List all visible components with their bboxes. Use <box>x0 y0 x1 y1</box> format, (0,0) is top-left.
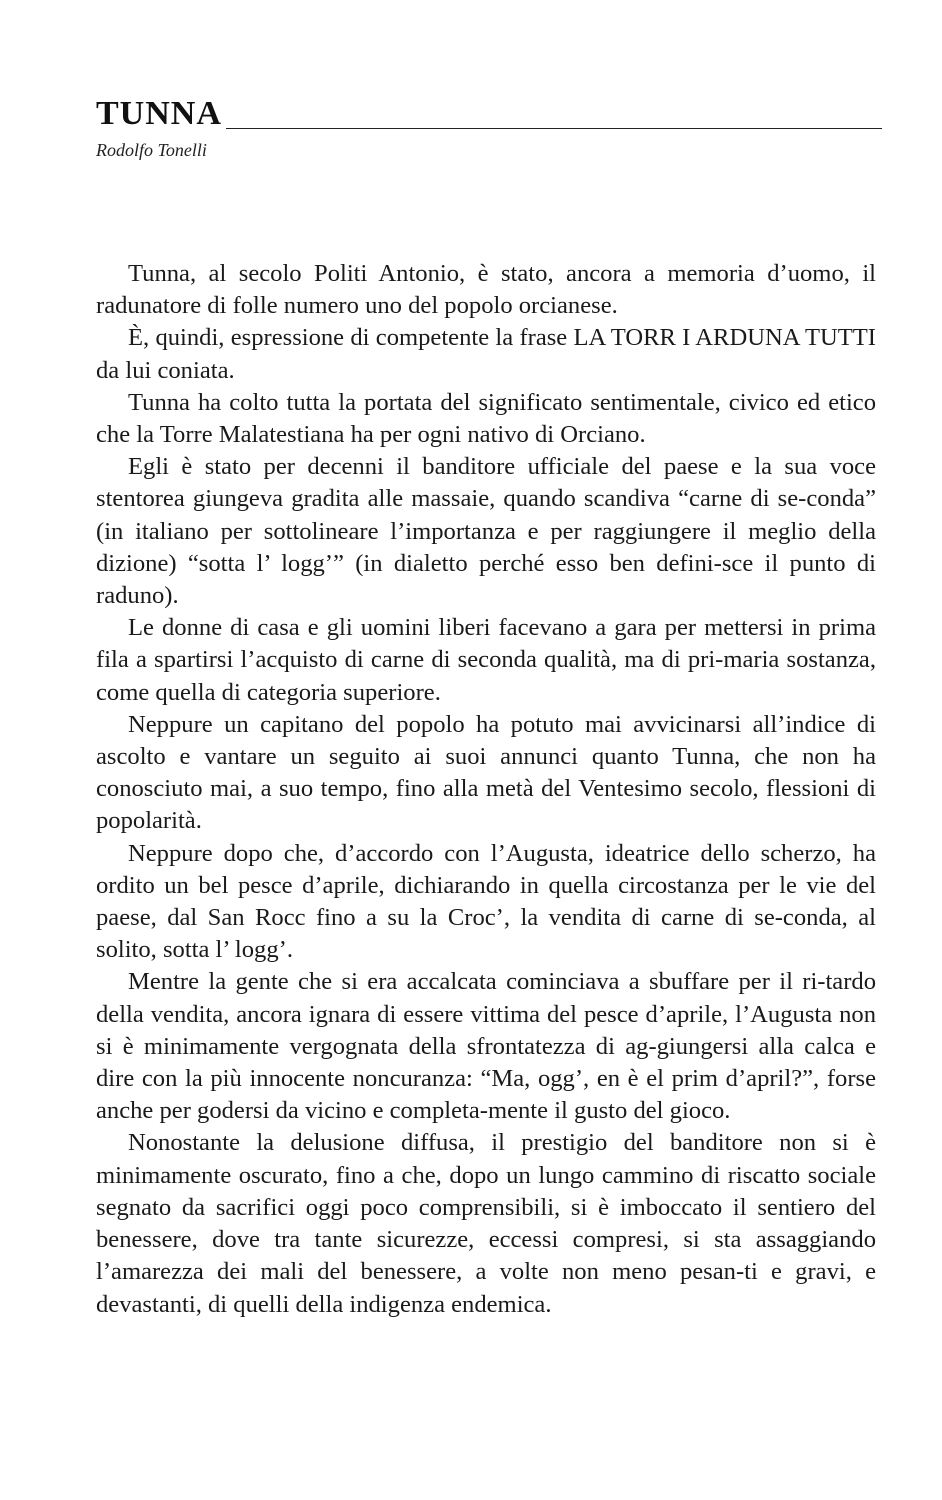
title-rule <box>226 128 882 129</box>
title-row <box>96 96 882 132</box>
paragraph: È, quindi, espressione di competente la frase LA TORR I ARDUNA TUTTI da lui coniata. <box>96 324 876 384</box>
chapter-title: TUNNA <box>96 95 222 132</box>
paragraph: Tunna ha colto tutta la portata del significato sentimentale, civico ed etico che la Torre Malatestiana ha per ogni nativo di Orciano. <box>96 388 876 449</box>
author-name: Rodolfo Tonelli <box>96 140 207 160</box>
paragraph: Egli è stato per decenni il banditore ufficiale del paese e la sua voce stentorea giungeva gradita alle massaie, quando scandiva “carne di se-conda” (in italiano per sottolineare l’importanza e per raggiungere il meglio della dizione) “sotta l’ logg’” (in dialetto perché esso ben defini-sce il punto di raduno). <box>96 453 876 610</box>
chapter-header <box>96 96 882 161</box>
paragraph: Neppure un capitano del popolo ha potuto mai avvicinarsi all’indice di ascolto e vantare un seguito ai suoi annunci quanto Tunna, che non ha conosciuto mai, a suo tempo, fino alla metà del Ventesimo secolo, flessioni di popolarità. <box>96 710 876 835</box>
paragraph: Mentre la gente che si era accalcata cominciava a sbuffare per il ri-tardo della vendita, ancora ignara di essere vittima del pesce d’aprile, l’Augusta non si è minimamente vergognata della sfrontatezza di ag-giungersi alla calca e dire con la più innocente noncuranza: “Ma, ogg’, en è el prim d’april?”, forse anche per godersi da vicino e completa-mente il gusto del gioco. <box>96 968 876 1125</box>
paragraph: Neppure dopo che, d’accordo con l’Augusta, ideatrice dello scherzo, ha ordito un bel pesce d’aprile, dichiarando in quella circostanza per le vie del paese, dal San Rocc fino a su la Croc’, la vendita di carne di se-conda, al solito, sotta l’ logg’. <box>96 839 876 964</box>
body-text <box>96 258 876 1321</box>
paragraph: Le donne di casa e gli uomini liberi facevano a gara per mettersi in prima fila a spartirsi l’acquisto di carne di seconda qualità, ma di pri-maria sostanza, come quella di categoria superiore. <box>96 614 876 706</box>
paragraph: Tunna, al secolo Politi Antonio, è stato, ancora a memoria d’uomo, il radunatore di folle numero uno del popolo orcianese. <box>96 260 876 320</box>
paragraph: Nonostante la delusione diffusa, il prestigio del banditore non si è minimamente oscurato, fino a che, dopo un lungo cammino di riscatto sociale segnato da sacrifici oggi poco comprensibili, si è imboccato il sentiero del benessere, dove tra tante sicurezze, eccessi compresi, si sta assaggiando l’amarezza dei mali del benessere, a volte non meno pesan-ti e gravi, e devastanti, di quelli della indigenza endemica. <box>96 1129 876 1318</box>
